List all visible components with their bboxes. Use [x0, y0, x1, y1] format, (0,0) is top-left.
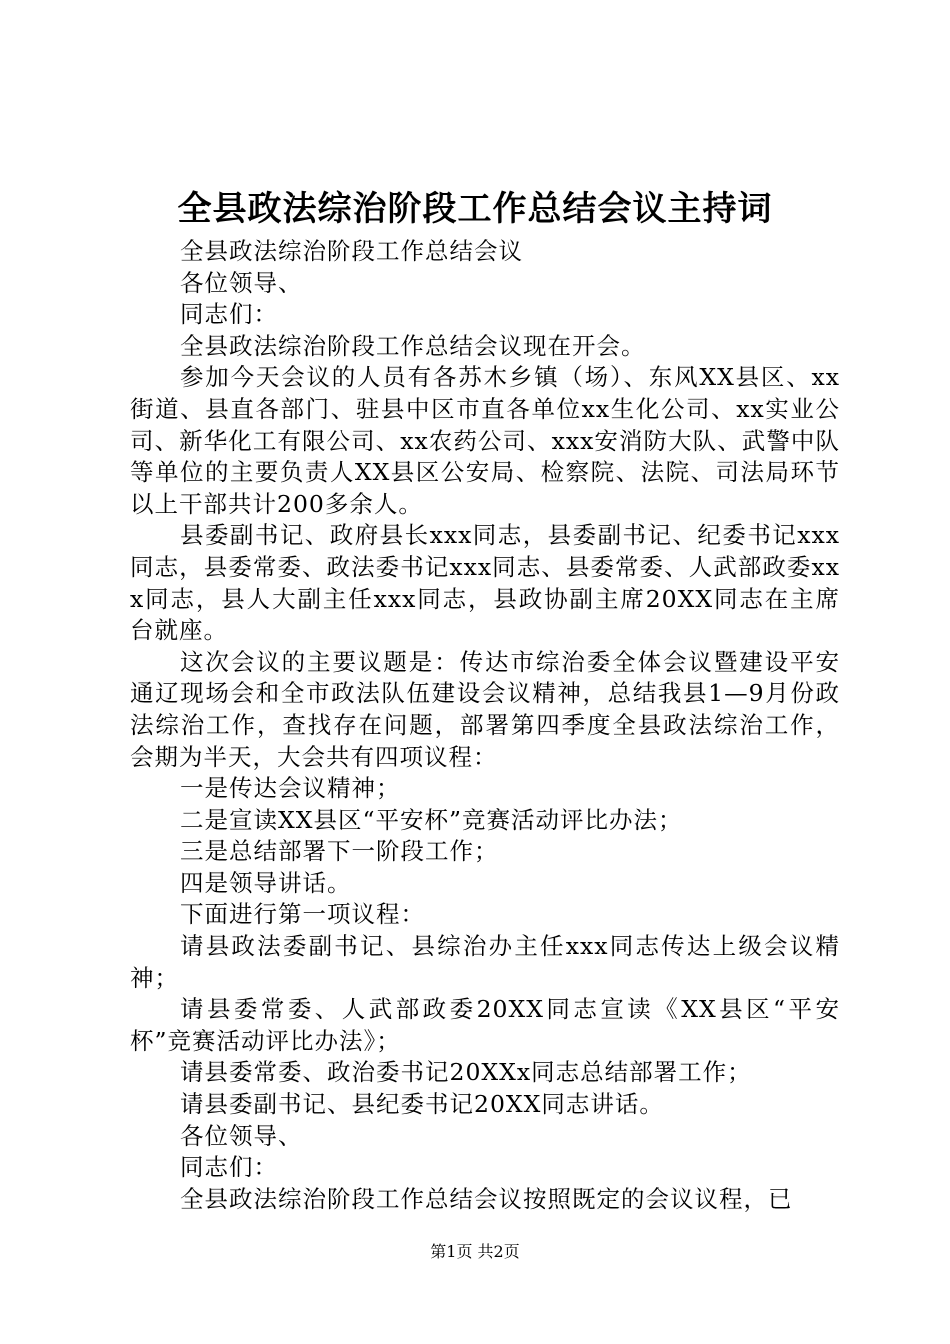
paragraph: 同志们： [180, 300, 278, 329]
paragraph: 同志们： [180, 1153, 278, 1182]
paragraph: 参加今天会议的人员有各苏木乡镇（场）、东风XX县区、xx街道、县直各部门、驻县中区市直各单位xx生化公司、xx实业公司、新华化工有限公司、xx农药公司、xxx安消防大队、武警中队等单位的主要负责人XX县区公安局、检察院、法院、司法局环节以上干部共计200多余人。 [130, 363, 840, 518]
paragraph: 全县政法综治阶段工作总结会议 [180, 237, 523, 265]
paragraph: 三是总结部署下一阶段工作； [180, 837, 499, 866]
paragraph: 请县政法委副书记、县综治办主任xxx同志传达上级会议精神； [130, 932, 840, 992]
paragraph: 全县政法综治阶段工作总结会议现在开会。 [180, 331, 646, 360]
document-title: 全县政法综治阶段工作总结会议主持词 [177, 189, 773, 229]
page-number-footer: 第1页 共2页 [430, 1242, 520, 1261]
paragraph: 下面进行第一项议程： [180, 900, 425, 929]
paragraph: 二是宣读XX县区“平安杯”竞赛活动评比办法； [180, 805, 683, 834]
paragraph: 全县政法综治阶段工作总结会议按照既定的会议议程，已 [180, 1184, 793, 1213]
paragraph: 这次会议的主要议题是：传达市综治委全体会议暨建设平安通辽现场会和全市政法队伍建设会议精神，总结我县1—9月份政法综治工作，查找存在问题，部署第四季度全县政法综治工作，会期为半天，大会共有四项议程： [130, 647, 840, 771]
paragraph: 各位领导、 [180, 1121, 303, 1150]
paragraph: 请县委常委、人武部政委20XX同志宣读《XX县区“平安杯”竞赛活动评比办法》； [130, 995, 840, 1055]
paragraph: 四是领导讲话。 [180, 868, 352, 897]
document-body [130, 236, 840, 1215]
paragraph: 请县委常委、政治委书记20XXx同志总结部署工作； [180, 1058, 752, 1087]
paragraph: 县委副书记、政府县长xxx同志，县委副书记、纪委书记xxx同志，县委常委、政法委书记xxx同志、县委常委、人武部政委xxx同志，县人大副主任xxx同志，县政协副主席20XX同志在主席台就座。 [130, 521, 840, 645]
paragraph: 一是传达会议精神； [180, 774, 401, 803]
paragraph: 请县委副书记、县纪委书记20XX同志讲话。 [180, 1090, 664, 1119]
paragraph: 各位领导、 [180, 268, 303, 297]
